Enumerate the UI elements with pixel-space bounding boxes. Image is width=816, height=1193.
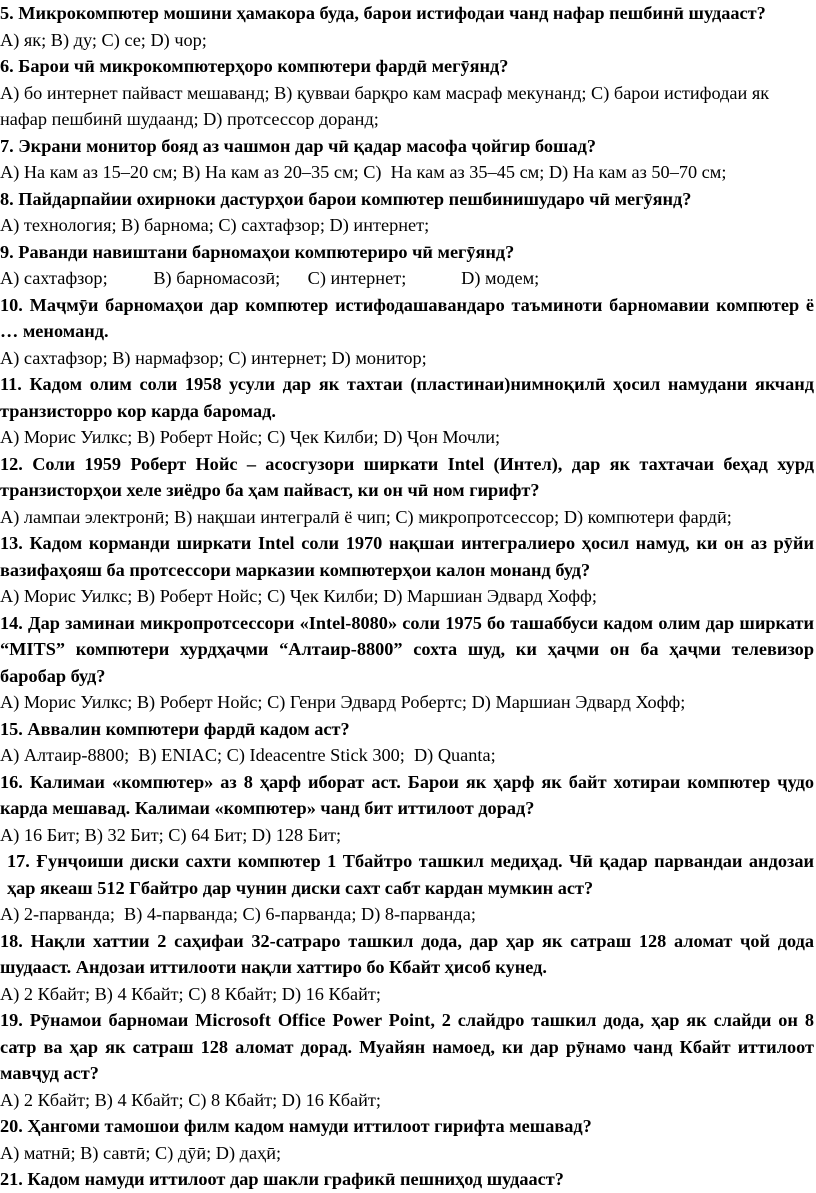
answer-8: А) технология; В) барнома; С) сахтафзор; D) интернет;	[0, 215, 430, 235]
question-10: 10. Маҷмӯи барномаҳои дар компютер истифодашавандаро таъминоти барномавии компютер ё … меноманд.	[0, 294, 814, 341]
question-7: 7. Экрани монитор бояд аз чашмон дар чӣ қадар масофа ҷойгир бошад?	[0, 135, 596, 156]
answer-9: А) сахтафзор; В) барномасозӣ; С) интернет; D) модем;	[0, 268, 540, 288]
question-11: 11. Кадом олим соли 1958 усули дар як тахтаи (пластинаи)нимноқилӣ ҳосил намудани якчанд транзисторро кор карда баромад.	[0, 374, 814, 421]
answer-7: А) На кам аз 15–20 см; В) На кам аз 20–35 см; С) На кам аз 35–45 см; D) На кам аз 50–70 см;	[0, 162, 727, 182]
question-8: 8. Пайдарпайии охирноки дастурҳои барои компютер пешбинишударо чӣ мегӯянд?	[0, 188, 692, 209]
question-15: 15. Аввалин компютери фардӣ кадом аст?	[0, 718, 350, 739]
answer-10: А) сахтафзор; В) нармафзор; С) интернет; D) монитор;	[0, 347, 427, 368]
question-21: 21. Кадом намуди иттилоот дар шакли графикӣ пешниҳод шудааст?	[0, 1169, 564, 1189]
question-16: 16. Калимаи «компютер» аз 8 ҳарф иборат аст. Барои як ҳарф як байт хотираи компютер ҷудо карда мешавад. Калимаи «компютер» чанд бит иттилоот дорад?	[0, 771, 814, 818]
answer-11: А) Морис Уилкс; В) Роберт Нойс; С) Ҷек Килби; D) Ҷон Мочли;	[0, 427, 501, 447]
answer-18: А) 2 Кбайт; В) 4 Кбайт; С) 8 Кбайт; D) 16 Кбайт;	[0, 983, 381, 1004]
question-6: 6. Барои чӣ микрокомпютерҳоро компютери фардӣ мегӯянд?	[0, 56, 509, 76]
question-12: 12. Соли 1959 Роберт Нойс – асосгузори ширкати Intel (Интел), дар як тахтачаи беҳад хурд транзисторҳои хеле зиёдро ба ҳам пайваст, ки он чӣ ном гирифт?	[0, 453, 814, 500]
question-9: 9. Раванди навиштани барномаҳои компютериро чӣ мегӯянд?	[0, 241, 515, 262]
answer-15: А) Алтаир-8800; В) ENIAC; С) Ideacentre Stick 300; D) Quanta;	[0, 745, 496, 765]
question-18: 18. Нақли хаттии 2 саҳифаи 32-сатраро ташкил дода, дар ҳар як сатраш 128 аломат ҷой дода шудааст. Андозаи иттилооти нақли хаттиро бо Кбайт ҳисоб кунед.	[0, 930, 814, 977]
answer-19: А) 2 Кбайт; В) 4 Кбайт; С) 8 Кбайт; D) 16 Кбайт;	[0, 1089, 381, 1110]
answer-6: А) бо интернет пайваст мешаванд; В) қувваи барқро кам масраф мекунанд; С) барои истифодаи як нафар пешбинӣ шудаанд; D) протсессор доранд;	[0, 82, 774, 129]
question-5: 5. Микрокомпютер мошини ҳамакора буда, барои истифодаи чанд нафар пешбинӣ шудааст?	[0, 3, 766, 23]
answer-5: А) як; В) ду; С) се; D) чор;	[0, 29, 207, 50]
answer-16: А) 16 Бит; В) 32 Бит; С) 64 Бит; D) 128 Бит;	[0, 824, 342, 845]
question-19: 19. Рӯнамои барномаи Microsoft Office Power Point, 2 слайдро ташкил дода, ҳар як слайди он 8 сатр ва ҳар як сатраш 128 аломат дорад. Муайян намоед, ки дар рӯнамо чанд Кбайт иттилоот мавҷуд аст?	[0, 1010, 814, 1083]
answer-13: А) Морис Уилкс; В) Роберт Нойс; С) Ҷек Килби; D) Маршиан Эдвард Хофф;	[0, 586, 597, 606]
question-13: 13. Кадом корманди ширкати Intel соли 1970 нақшаи интегралиеро ҳосил намуд, ки он аз рӯйи вазифаҳояш ба протсессори марказии компютерҳои калон монанд буд?	[0, 533, 814, 580]
question-14: 14. Дар заминаи микропротсессори «Intel-8080» соли 1975 бо ташаббуси кадом олим дар ширкати “MITS” компютери хурдҳаҷми “Алтаир-8800” сохта шуд, ки ҳаҷми он ба ҳаҷми телевизор баробар буд?	[0, 612, 814, 686]
answer-14: А) Морис Уилкс; В) Роберт Нойс; С) Генри Эдвард Робертс; D) Маршиан Эдвард Хофф;	[0, 692, 686, 712]
answer-12: А) лампаи электронӣ; В) нақшаи интегралӣ ё чип; С) микропротсессор; D) компютери фардӣ;	[0, 506, 732, 527]
question-20: 20. Ҳангоми тамошои филм кадом намуди иттилоот гирифта мешавад?	[0, 1116, 592, 1136]
answer-20: А) матнӣ; В) савтӣ; С) дӯӣ; D) даҳӣ;	[0, 1142, 282, 1163]
answer-17: А) 2-парванда; В) 4-парванда; С) 6-парванда; D) 8-парванда;	[0, 904, 476, 924]
question-17: 17. Ғунҷоиши диски сахти компютер 1 Тбайтро ташкил медиҳад. Чӣ қадар парвандаи андозаи ҳар якеаш 512 Гбайтро дар чунин диски сахт сабт кардан мумкин аст?	[7, 851, 814, 898]
